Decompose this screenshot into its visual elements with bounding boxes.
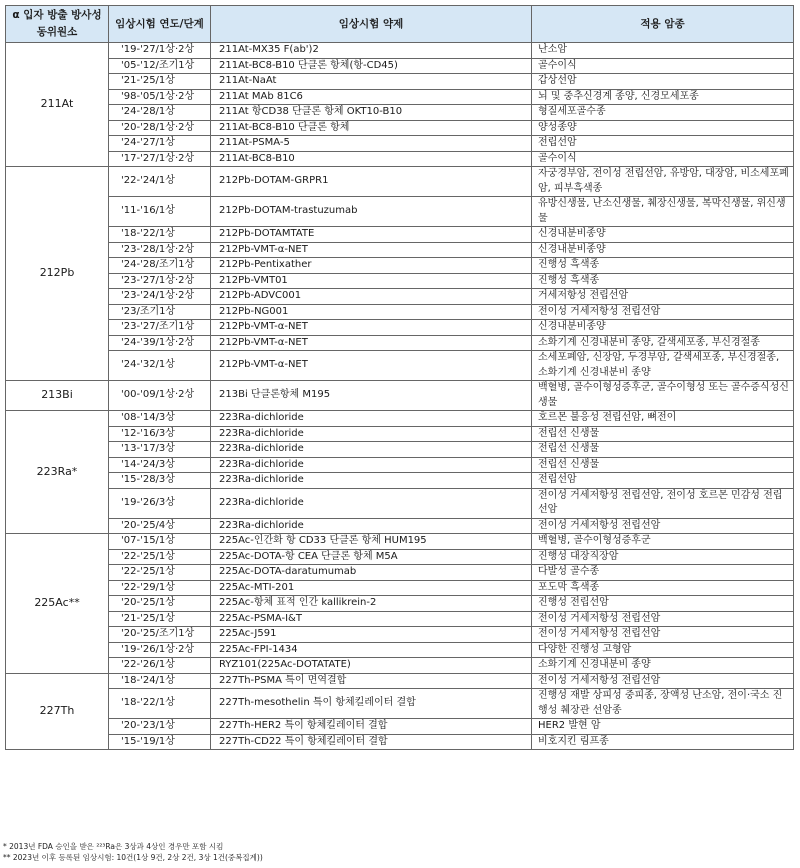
cancer-cell: 진행성 흑색종 (532, 273, 794, 289)
year-cell: '08-'14/3상 (109, 411, 211, 427)
drug-cell: 225Ac-인간화 항 CD33 단클론 항체 HUM195 (211, 534, 532, 550)
year-cell: '22-'25/1상 (109, 565, 211, 581)
year-cell: '24-'28/조기1상 (109, 258, 211, 274)
year-cell: '17-'27/1상·2상 (109, 151, 211, 167)
header-nuclide: α 입자 방출 방사성동위원소 (6, 6, 109, 43)
year-cell: '23-'27/1상·2상 (109, 273, 211, 289)
cancer-cell: 전립선 신생물 (532, 426, 794, 442)
cancer-cell: 거세저항성 전립선암 (532, 289, 794, 305)
header-cancer: 적용 암종 (532, 6, 794, 43)
cancer-cell: 전이성 거세저항성 전립선암 (532, 304, 794, 320)
table-row (6, 273, 794, 289)
drug-cell: 211At-MX35 F(ab')2 (211, 43, 532, 59)
cancer-cell: 다발성 골수종 (532, 565, 794, 581)
cancer-cell: 난소암 (532, 43, 794, 59)
cancer-cell: 형질세포골수종 (532, 105, 794, 121)
cancer-cell: 전이성 거세저항성 전립선암 (532, 673, 794, 689)
drug-cell: 225Ac-PSMA-I&T (211, 611, 532, 627)
drug-cell: 211At-BC8-B10 단클론 항체 (211, 120, 532, 136)
cancer-cell: 골수이식 (532, 58, 794, 74)
table-row (6, 642, 794, 658)
drug-cell: 225Ac-MTI-201 (211, 580, 532, 596)
nuclide-cell: 223Ra* (6, 411, 109, 534)
year-cell: '22-'26/1상 (109, 658, 211, 674)
drug-cell: 211At 항CD38 단클론 항체 OKT10-B10 (211, 105, 532, 121)
drug-cell: 223Ra-dichloride (211, 488, 532, 518)
cancer-cell: 신경내분비종양 (532, 320, 794, 336)
drug-cell: 223Ra-dichloride (211, 473, 532, 489)
cancer-cell: 전립선 신생물 (532, 442, 794, 458)
cancer-cell: 전이성 거세저항성 전립선암 (532, 627, 794, 643)
nuclide-cell: 211At (6, 43, 109, 167)
table-row (6, 320, 794, 336)
drug-cell: 223Ra-dichloride (211, 411, 532, 427)
drug-cell: 223Ra-dichloride (211, 457, 532, 473)
drug-cell: 225Ac-DOTA-항 CEA 단클론 항체 M5A (211, 549, 532, 565)
year-cell: '12-'16/3상 (109, 426, 211, 442)
drug-cell: 225Ac-항체 표적 인간 kallikrein-2 (211, 596, 532, 612)
table-row (6, 457, 794, 473)
year-cell: '14-'24/3상 (109, 457, 211, 473)
drug-cell: 223Ra-dichloride (211, 518, 532, 534)
table-row (6, 74, 794, 90)
drug-cell: 225Ac-J591 (211, 627, 532, 643)
year-cell: '18-'22/1상 (109, 227, 211, 243)
cancer-cell: 전립선암 (532, 136, 794, 152)
drug-cell: 227Th-mesothelin 특이 항체킬레이터 결합 (211, 689, 532, 719)
nuclide-cell: 227Th (6, 673, 109, 750)
cancer-cell: 진행성 전립선암 (532, 596, 794, 612)
table-row (6, 565, 794, 581)
cancer-cell: 다양한 진행성 고형암 (532, 642, 794, 658)
cancer-cell: 신경내분비종양 (532, 242, 794, 258)
table-row (6, 381, 794, 411)
drug-cell: 227Th-HER2 특이 항체킬레이터 결합 (211, 719, 532, 735)
year-cell: '23-'28/1상·2상 (109, 242, 211, 258)
table-row (6, 673, 794, 689)
cancer-cell: 진행성 재발 상피성 중피종, 장액성 난소암, 전이·국소 진행성 췌장관 선암종 (532, 689, 794, 719)
table-row (6, 335, 794, 351)
table-row (6, 120, 794, 136)
table-row (6, 442, 794, 458)
year-cell: '21-'25/1상 (109, 611, 211, 627)
drug-cell: 212Pb-VMT-α-NET (211, 335, 532, 351)
drug-cell: 213Bi 단클론항체 M195 (211, 381, 532, 411)
drug-cell: 225Ac-FPI-1434 (211, 642, 532, 658)
year-cell: '22-'25/1상 (109, 549, 211, 565)
cancer-cell: 갑상선암 (532, 74, 794, 90)
cancer-cell: 전이성 거세저항성 전립선암 (532, 611, 794, 627)
table-row (6, 43, 794, 59)
year-cell: '20-'25/4상 (109, 518, 211, 534)
cancer-cell: 소화기계 신경내분비 종양 (532, 658, 794, 674)
year-cell: '20-'25/1상 (109, 596, 211, 612)
drug-cell: 212Pb-VMT-α-NET (211, 351, 532, 381)
drug-cell: 211At MAb 81C6 (211, 89, 532, 105)
drug-cell: 212Pb-DOTAMTATE (211, 227, 532, 243)
cancer-cell: 진행성 대장직장암 (532, 549, 794, 565)
year-cell: '15-'28/3상 (109, 473, 211, 489)
year-cell: '22-'24/1상 (109, 167, 211, 197)
drug-cell: 227Th-PSMA 특이 면역결합 (211, 673, 532, 689)
drug-cell: 212Pb-VMT-α-NET (211, 320, 532, 336)
footnote-1: * 2013년 FDA 승인을 받은 ²²³Ra은 3상과 4상인 경우만 포함 시킴 (3, 842, 224, 851)
year-cell: '20-'28/1상·2상 (109, 120, 211, 136)
table-row (6, 136, 794, 152)
year-cell: '98-'05/1상·2상 (109, 89, 211, 105)
cancer-cell: 진행성 흑색종 (532, 258, 794, 274)
table-row (6, 658, 794, 674)
year-cell: '24-'27/1상 (109, 136, 211, 152)
drug-cell: 223Ra-dichloride (211, 442, 532, 458)
table-row (6, 197, 794, 227)
cancer-cell: 소화기계 신경내분비 종양, 갈색세포종, 부신경절종 (532, 335, 794, 351)
table-row (6, 58, 794, 74)
year-cell: '21-'25/1상 (109, 74, 211, 90)
year-cell: '18-'22/1상 (109, 689, 211, 719)
table-row (6, 627, 794, 643)
year-cell: '18-'24/1상 (109, 673, 211, 689)
year-cell: '11-'16/1상 (109, 197, 211, 227)
nuclide-cell: 213Bi (6, 381, 109, 411)
table-row (6, 580, 794, 596)
drug-cell: 212Pb-NG001 (211, 304, 532, 320)
table-row (6, 411, 794, 427)
cancer-cell: 전이성 거세저항성 전립선암 (532, 518, 794, 534)
nuclide-cell: 212Pb (6, 167, 109, 381)
year-cell: '07-'15/1상 (109, 534, 211, 550)
drug-cell: 211At-BC8-B10 (211, 151, 532, 167)
cancer-cell: 비호지킨 림프종 (532, 734, 794, 750)
table-row (6, 719, 794, 735)
clinical-trials-table (5, 5, 794, 750)
table-row (6, 105, 794, 121)
year-cell: '23/조기1상 (109, 304, 211, 320)
year-cell: '13-'17/3상 (109, 442, 211, 458)
cancer-cell: 전립선암 (532, 473, 794, 489)
cancer-cell: 호르몬 불응성 전립선암, 뼈전이 (532, 411, 794, 427)
table-row (6, 596, 794, 612)
table-row (6, 242, 794, 258)
cancer-cell: 백혈병, 골수이형성증후군, 골수이형성 또는 골수증식성신생물 (532, 381, 794, 411)
table-row (6, 167, 794, 197)
drug-cell: 212Pb-ADVC001 (211, 289, 532, 305)
table-body (6, 43, 794, 750)
cancer-cell: 유방신생물, 난소신생물, 췌장신생물, 복막신생물, 위신생물 (532, 197, 794, 227)
year-cell: '23-'27/조기1상 (109, 320, 211, 336)
header-row (6, 6, 794, 43)
header-year: 임상시험 연도/단계 (109, 6, 211, 43)
cancer-cell: 골수이식 (532, 151, 794, 167)
table-row (6, 534, 794, 550)
cancer-cell: 양성종양 (532, 120, 794, 136)
table-row (6, 473, 794, 489)
table-row (6, 488, 794, 518)
year-cell: '15-'19/1상 (109, 734, 211, 750)
year-cell: '24-'32/1상 (109, 351, 211, 381)
cancer-cell: HER2 발현 암 (532, 719, 794, 735)
table-row (6, 258, 794, 274)
table-row (6, 611, 794, 627)
drug-cell: 212Pb-DOTAM-trastuzumab (211, 197, 532, 227)
table-row (6, 227, 794, 243)
drug-cell: 225Ac-DOTA-daratumumab (211, 565, 532, 581)
year-cell: '20-'23/1상 (109, 719, 211, 735)
drug-cell: 212Pb-DOTAM-GRPR1 (211, 167, 532, 197)
year-cell: '19-'27/1상·2상 (109, 43, 211, 59)
table-row (6, 689, 794, 719)
cancer-cell: 포도막 흑색종 (532, 580, 794, 596)
header-drug: 임상시험 약제 (211, 6, 532, 43)
year-cell: '20-'25/조기1상 (109, 627, 211, 643)
cancer-cell: 백혈병, 골수이형성증후군 (532, 534, 794, 550)
table-row (6, 351, 794, 381)
table-row (6, 549, 794, 565)
drug-cell: 227Th-CD22 특이 항체킬레이터 결합 (211, 734, 532, 750)
table-row (6, 89, 794, 105)
year-cell: '19-'26/1상·2상 (109, 642, 211, 658)
year-cell: '24-'28/1상 (109, 105, 211, 121)
table-row (6, 151, 794, 167)
year-cell: '23-'24/1상·2상 (109, 289, 211, 305)
cancer-cell: 소세포폐암, 신장암, 두경부암, 갈색세포종, 부신경절종, 소화기계 신경내분비 종양 (532, 351, 794, 381)
table-row (6, 304, 794, 320)
table-row (6, 426, 794, 442)
cancer-cell: 뇌 및 중추신경계 종양, 신경모세포종 (532, 89, 794, 105)
footnote-2: ** 2023년 이후 등록된 임상시험: 10건(1상 9건, 2상 2건, 3상 1건(중복집계)) (3, 853, 263, 862)
drug-cell: RYZ101(225Ac-DOTATATE) (211, 658, 532, 674)
drug-cell: 212Pb-VMT01 (211, 273, 532, 289)
drug-cell: 211At-NaAt (211, 74, 532, 90)
table-row (6, 734, 794, 750)
year-cell: '24-'39/1상·2상 (109, 335, 211, 351)
drug-cell: 212Pb-Pentixather (211, 258, 532, 274)
drug-cell: 211At-BC8-B10 단클론 항체(항-CD45) (211, 58, 532, 74)
cancer-cell: 자궁경부암, 전이성 전립선암, 유방암, 대장암, 비소세포폐암, 피부흑색종 (532, 167, 794, 197)
drug-cell: 211At-PSMA-5 (211, 136, 532, 152)
cancer-cell: 신경내분비종양 (532, 227, 794, 243)
year-cell: '22-'29/1상 (109, 580, 211, 596)
cancer-cell: 전이성 거세저항성 전립선암, 전이성 호르몬 민감성 전립선암 (532, 488, 794, 518)
drug-cell: 223Ra-dichloride (211, 426, 532, 442)
cancer-cell: 전립선 신생물 (532, 457, 794, 473)
drug-cell: 212Pb-VMT-α-NET (211, 242, 532, 258)
table-row (6, 289, 794, 305)
year-cell: '05-'12/조기1상 (109, 58, 211, 74)
year-cell: '19-'26/3상 (109, 488, 211, 518)
year-cell: '00-'09/1상·2상 (109, 381, 211, 411)
nuclide-cell: 225Ac** (6, 534, 109, 674)
table-row (6, 518, 794, 534)
